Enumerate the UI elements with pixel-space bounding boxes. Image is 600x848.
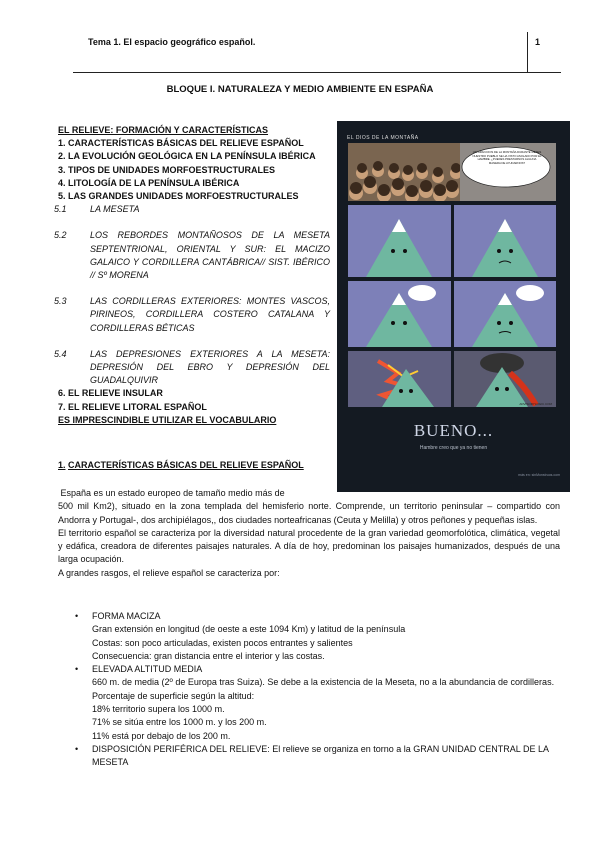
comic-image [337,121,570,492]
toc-item: 6. EL RELIEVE INSULAR [58,388,163,399]
toc-item: 1. CARACTERÍSTICAS BÁSICAS DEL RELIEVE ESPAÑOL [58,138,304,149]
comic-panel-5 [454,281,556,347]
toc-subitem-text: LOS REBORDES MONTAÑOSOS DE LA MESETA SEPTENTRIONAL, ORIENTAL Y SUR: EL MACIZO GALAICO Y CORDILLERA CANTÁBRICA// SIST. IBÉRICO // Sº MORENA [90,230,330,281]
comic-panel-2 [348,205,451,277]
toc-subitem-num: 5.3 [54,296,67,307]
paragraph: El territorio español se caracteriza por la diversidad natural procedente de la gran variedad geomorfolótica, climática, vegetal y edáfica, creadora de diferentes paisajes naturales. A día de hoy, predominan los paisajes humanizados, después de una larga ocupación. [58,527,560,565]
header-rule [73,72,561,73]
list-line: 11% está por debajo de los 200 m. [92,730,231,741]
toc-subitem-text: LAS CORDILLERAS EXTERIORES: MONTES VASCOS, PIRINEOS, CORDILLERA COSTERO CATALANA Y CORDILLERAS BÉTICAS [90,296,330,333]
bloque-title: BLOQUE I. NATURALEZA Y MEDIO AMBIENTE EN ESPAÑA [166,84,434,95]
list-line: Consecuencia: gran distancia entre el interior y las costas. [92,650,325,661]
page-number: 1 [535,37,541,47]
toc-item: 2. LA EVOLUCIÓN GEOLÓGICA EN LA PENÍNSULA IBÉRICA [58,151,316,162]
toc-item: 3. TIPOS DE UNIDADES MORFOESTRUCTURALES [58,164,276,175]
table-of-contents [54,124,330,427]
comic-caption: BUENO... [413,421,494,440]
list-item: • FORMA MACIZA [75,610,561,623]
comic-title: EL DIOS DE LA MONTAÑA [347,135,419,141]
section-number: 1. [58,460,66,470]
list-item: • DISPOSICIÓN PERIFÉRICA DEL RELIEVE: El relieve se organiza en torno a la GRAN UNIDAD CENTRAL DE LA MESETA [75,743,561,770]
list-line: Costas: son poco articuladas, existen pocos entrantes y salientes [92,637,353,648]
speech-bubble-text: UN GRAN DIOS DE LA MONTAÑA DURANTE MESES NUESTRO PUEBLO SE HA VISTO ASOLADO POR EL HAMBRE. ¿PUEDES PRESTARNOS ALGUNA MANERA DE AYUDARNOS? [472,150,542,165]
toc-subitem [54,229,330,282]
toc-subitem-text: LAS DEPRESIONES EXTERIORES A LA MESETA: DEPRESIÓN DEL EBRO Y DEPRESIÓN DEL GUADALQUIVIR [90,348,330,386]
toc-subitem-num: 5.2 [54,230,67,241]
bullet-list [75,610,561,770]
list-item: • ELEVADA ALTITUD MEDIA [75,663,561,676]
toc-subitem-num: 5.4 [54,348,67,359]
comic-panel-3 [454,205,556,277]
comic-panel-6 [348,351,451,407]
paragraph: A grandes rasgos, el relieve español se caracteriza por: [58,567,280,578]
comic-subcaption: Hambre creo que ya no tienen [419,445,488,451]
comic-panel-1 [348,143,556,201]
paragraph: 500 mil Km2), situado en la zona templada del hemisferio norte. Comprende, un territorio peninsular – compartido con Andorra y Portugal-, dos archipiélagos,, dos ciudades norteafricanas (Ceuta y Melilla) y otros peñones y pequeñas islas. [58,501,560,525]
comic-panel-7 [454,351,556,407]
toc-heading: EL RELIEVE: FORMACIÓN Y CARACTERÍSTICAS [58,125,269,135]
toc-item: 5. LAS GRANDES UNIDADES MORFOESTRUCTURALES [58,191,299,202]
comic-panel-4 [348,281,451,347]
toc-subitem [54,348,330,388]
paragraph-line: España es un estado europeo de tamaño medio más de [58,488,285,498]
list-line: 71% se sitúa entre los 1000 m. y los 200 m. [92,717,267,728]
toc-item: 7. EL RELIEVE LITORAL ESPAÑOL [58,401,207,412]
section-body [58,487,560,580]
section-title: CARACTERÍSTICAS BÁSICAS DEL RELIEVE ESPAÑOL [68,460,304,470]
list-line: 660 m. de media (2º de Europa tras Suiza). Se debe a la existencia de la Meseta, no a la abundancia de cordilleras. Porcentaje de superficie según la altitud: [92,677,555,701]
header-title: Tema 1. El espacio geográfico español. [88,37,256,47]
toc-subitem [54,295,330,335]
comic-site: más en: sinMonstruos.com [518,473,560,477]
section-heading [58,460,304,470]
list-line: Gran extensión en longitud (de oeste a este 1094 Km) y latitud de la península [92,624,406,635]
list-line: 18% territorio supera los 1000 m. [92,704,225,715]
toc-note: ES IMPRESCINDIBLE UTILIZAR EL VOCABULARIO [58,414,277,425]
toc-subitem-text: LA MESETA [90,204,140,215]
toc-subitem-num: 5.1 [54,204,67,215]
toc-item: 4. LITOLOGÍA DE LA PENÍNSULA IBÉRICA [58,177,240,188]
header-divider [527,32,528,72]
comic-signature: ADVISORYLOGIC.COM [519,402,552,406]
toc-subitem [54,203,330,216]
